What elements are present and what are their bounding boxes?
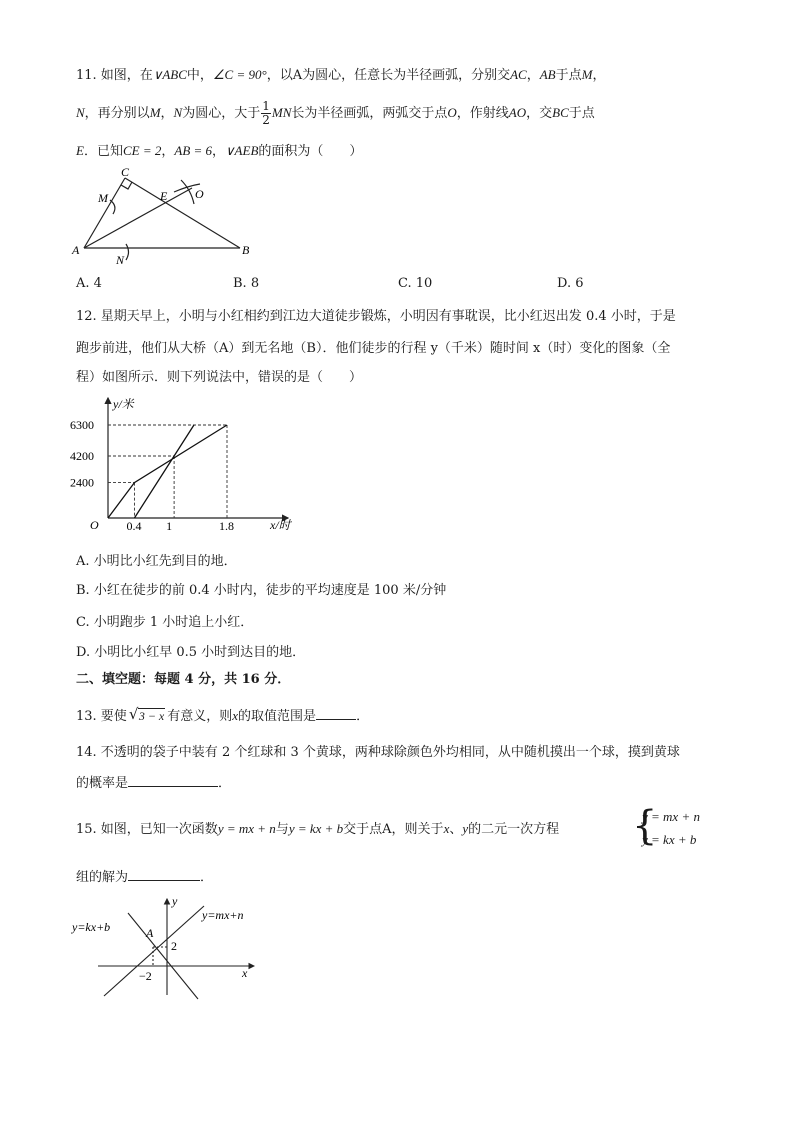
label-m: M [98,191,108,205]
q11-text: 长为半径画弧，两弧交于点 [291,106,448,121]
q12-line-3: 程）如图所示．则下列说法中，错误的是（ ） [76,370,363,385]
frac-numerator: 1 [262,99,270,113]
q15-linear-functions-figure [66,893,286,1003]
q11-text: 于点 [568,106,595,121]
q11-text: ，作射线 [456,106,509,121]
x-tick-label-0: 0.4 [126,519,142,533]
q11-text: ， [161,144,175,159]
func-kx: y = kx + b [288,821,344,836]
fraction-half [261,100,271,127]
q11-option-b[interactable]: B. 8 [233,276,260,291]
label-o: O [195,187,204,201]
q12-line-1: 12. 星期天早上，小明与小红相约到江边大道徒步锻炼，小明因有事耽误，比小红迟出发 0.4 小时，于是 [76,309,676,324]
var-x: x [443,821,450,836]
var-m: M [149,105,161,120]
q11-text: ， [160,106,174,121]
label-y: y [172,894,178,908]
q11-text: 中， [186,68,213,83]
x-tick-label-1: 1 [166,519,173,533]
var-e: E [76,143,84,158]
radicand: 3 − x [138,709,165,723]
label-c: C [121,165,130,179]
eq-ab: AB = 6 [174,143,213,158]
series-line-1 [134,425,194,518]
frac-denominator: 2 [262,113,270,127]
q15-text: 的二元一次方程 [468,822,560,837]
q11-text: 为圆心，大于 [182,106,261,121]
q11-text: ，再分别以 [84,106,150,121]
q15-text: 15. 如图，已知一次函数 [76,822,218,837]
label-b: B [242,243,250,257]
var-mn: MN [271,105,292,120]
section-title: 二、填空题：每题 4 分，共 16 分． [76,672,291,687]
var-m: M [581,67,593,82]
var-ao: AO [508,105,527,120]
label-neg-two: −2 [139,969,152,983]
triangle-abc: ∨ABC [152,67,187,82]
q12-option-a[interactable]: A. 小明比小红先到目的地． [76,554,237,569]
q13-text: 13. 要使 [76,709,127,724]
q15-text: ． [200,870,214,885]
series-line-0 [108,425,227,518]
q12-line-2: 跑步前进，他们从大桥（A）到无名地（B）．他们徒步的行程 y（千米）随时间 x（时）变化的图象（全 [76,341,671,356]
q14-line-2 [76,774,231,794]
eq-ce: CE = 2 [122,143,162,158]
var-o: O [447,105,457,120]
q11-text: ，交 [526,106,553,121]
q13-text: 的取值范围是 [238,709,317,724]
triangle-aeb: ∨AEB [225,143,259,158]
sqrt-expression [129,706,165,727]
q11-text: ， [592,68,606,83]
label-mx-plus-n: y=mx+n [202,908,244,922]
q13-text: 有意义，则 [167,709,233,724]
var-n: N [173,105,183,120]
label-e: E [160,189,168,203]
q14-text: 的概率是 [76,776,129,791]
q11-option-d[interactable]: D. 6 [557,276,584,291]
q15-line-2 [76,868,213,888]
line-kx-plus-b [128,913,198,999]
arc-o-1 [181,180,194,204]
q11-option-c[interactable]: C. 10 [398,276,433,291]
q11-line-2 [76,100,595,127]
q11-text: 于点 [555,68,582,83]
q11-option-a[interactable]: A. 4 [76,276,102,291]
q15-text: 交于点A，则关于 [343,822,444,837]
func-mx: y = mx + n [217,821,276,836]
q15-text: 组的解为 [76,870,129,885]
label-n: N [116,253,125,267]
answer-blank-14[interactable] [128,774,218,787]
q11-text: ， [212,144,226,159]
equation-2: y = kx + b [642,832,697,847]
line-mx-plus-n [104,906,204,996]
var-x: x [232,708,239,723]
q11-text: ，以A为圆心，任意长为半径画弧，分别交 [266,68,511,83]
label-a: A [72,243,80,257]
angle-c: ∠C = 90° [212,67,267,82]
x-tick-label-2: 1.8 [219,519,234,533]
answer-blank-15[interactable] [128,868,200,881]
q11-line-1 [76,65,606,86]
y-tick-label-2: 6300 [70,418,94,432]
var-ac: AC [510,67,527,82]
q12-option-d[interactable]: D. 小明比小红早 0.5 小时到达目的地． [76,645,306,660]
arc-n [126,244,129,260]
q11-text: ．已知 [83,144,123,159]
q15-text: 、 [449,822,463,837]
q14-line-1: 14. 不透明的袋子中装有 2 个红球和 3 个黄球，两种球除颜色外均相同，从中随机摸出一个球，摸到黄球 [76,745,680,760]
q12-distance-time-chart [66,394,316,538]
q12-option-c[interactable]: C. 小明跑步 1 小时追上小红． [76,615,254,630]
q11-triangle-figure [66,164,266,270]
q14-text: ． [218,776,232,791]
q13-text: ． [356,709,370,724]
sqrt-sign: √ [128,705,139,723]
var-n: N [76,105,85,120]
q11-line-3 [76,141,362,162]
q15-line-1 [76,819,559,840]
q12-option-b[interactable]: B. 小红在徒步的前 0.4 小时内，徒步的平均速度是 100 米/分钟 [76,583,447,598]
q11-text: ， [526,68,540,83]
answer-blank-13[interactable] [316,707,356,720]
label-x: x [242,966,248,980]
var-bc: BC [552,105,569,120]
label-two: 2 [171,939,177,953]
y-tick-label-0: 2400 [70,475,94,490]
q15-text: 与 [275,822,289,837]
label-kx-plus-b: y=kx+b [72,920,111,934]
segment-ac [84,178,125,248]
origin-label: O [90,518,99,532]
q11-text: 的面积为（ ） [258,144,363,159]
q11-text: 11. 如图，在 [76,68,153,83]
x-axis-label: x/时 [270,518,291,532]
equation-1: y = mx + n [642,809,700,824]
label-a: A [146,926,154,940]
y-tick-label-1: 4200 [70,449,94,463]
y-axis-label: y/米 [113,397,134,411]
var-y: y [462,821,469,836]
brace: { [632,803,658,849]
var-ab: AB [539,67,556,82]
q13-line [76,706,369,727]
